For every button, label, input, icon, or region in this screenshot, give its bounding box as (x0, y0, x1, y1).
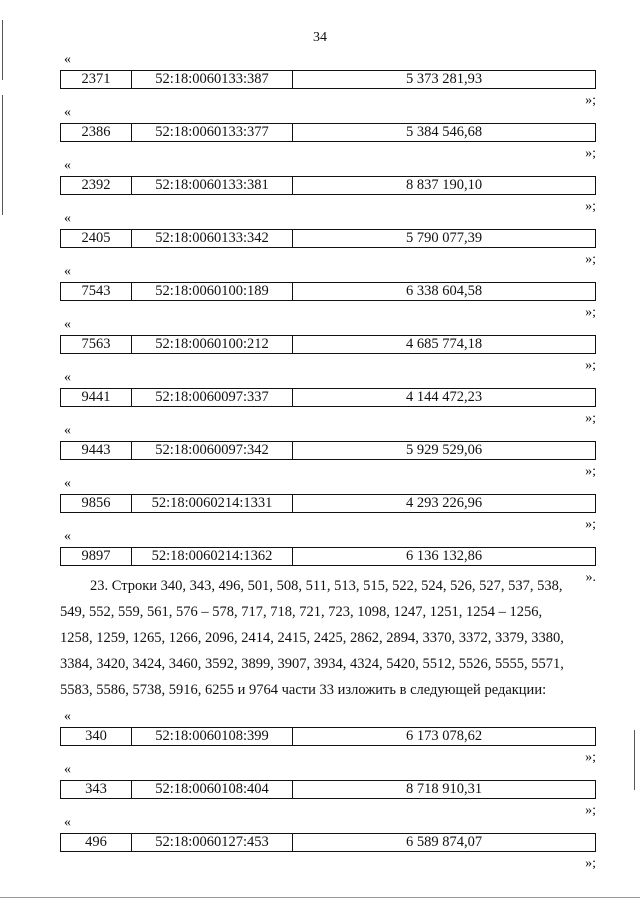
closing-quote: »; (585, 93, 596, 108)
row-number: 7543 (61, 283, 132, 300)
paragraph-line: 1258, 1259, 1265, 1266, 2096, 2414, 2415, 2425, 2862, 2894, 3370, 3372, 3379, 3380, (60, 630, 564, 646)
cadastral-number: 52:18:0060133:377 (132, 124, 293, 141)
opening-quote: « (64, 529, 71, 544)
opening-quote: « (64, 762, 71, 777)
closing-quote: »; (585, 464, 596, 479)
opening-quote: « (64, 423, 71, 438)
row-number: 340 (61, 728, 132, 745)
row-number: 9443 (61, 442, 132, 459)
page-number: 34 (313, 30, 327, 45)
table-row (60, 441, 596, 460)
table-row (60, 727, 596, 746)
cadastral-value: 6 338 604,58 (405, 283, 483, 299)
closing-quote: »; (585, 803, 596, 818)
table-row (60, 335, 596, 354)
left-margin-mark (2, 95, 3, 215)
cadastral-value: 5 929 529,06 (405, 442, 483, 458)
table-row (60, 123, 596, 142)
closing-quote: »; (585, 305, 596, 320)
cadastral-value: 4 144 472,23 (405, 389, 483, 405)
cadastral-value: 6 589 874,07 (405, 834, 483, 850)
opening-quote: « (64, 264, 71, 279)
cadastral-number: 52:18:0060214:1362 (132, 548, 293, 565)
closing-quote: »; (585, 252, 596, 267)
table-row (60, 282, 596, 301)
table-row (60, 833, 596, 852)
row-number: 2386 (61, 124, 132, 141)
opening-quote: « (64, 370, 71, 385)
cadastral-value: 6 136 132,86 (405, 548, 483, 564)
cadastral-value: 4 293 226,96 (405, 495, 483, 511)
row-number: 7563 (61, 336, 132, 353)
table-row (60, 229, 596, 248)
table-row (60, 547, 596, 566)
cadastral-value: 8 718 910,31 (405, 781, 483, 797)
opening-quote: « (64, 105, 71, 120)
cadastral-number: 52:18:0060100:189 (132, 283, 293, 300)
closing-quote: »; (585, 856, 596, 871)
row-number: 9897 (61, 548, 132, 565)
closing-quote: »; (585, 411, 596, 426)
table-row (60, 176, 596, 195)
cadastral-number: 52:18:0060097:337 (132, 389, 293, 406)
cadastral-number: 52:18:0060127:453 (132, 834, 293, 851)
closing-quote: »; (585, 146, 596, 161)
row-number: 496 (61, 834, 132, 851)
cadastral-number: 52:18:0060214:1331 (132, 495, 293, 512)
cadastral-number: 52:18:0060133:342 (132, 230, 293, 247)
cadastral-number: 52:18:0060108:404 (132, 781, 293, 798)
closing-quote: »; (585, 517, 596, 532)
row-number: 9856 (61, 495, 132, 512)
cadastral-value: 5 384 546,68 (405, 124, 483, 140)
cadastral-value: 5 790 077,39 (405, 230, 483, 246)
paragraph-line: 23. Строки 340, 343, 496, 501, 508, 511, 513, 515, 522, 524, 526, 527, 537, 538, (90, 578, 563, 594)
opening-quote: « (64, 211, 71, 226)
table-row (60, 494, 596, 513)
paragraph-line: 549, 552, 559, 561, 576 – 578, 717, 718, 721, 723, 1098, 1247, 1251, 1254 – 1256, (60, 604, 543, 620)
opening-quote: « (64, 709, 71, 724)
opening-quote: « (64, 317, 71, 332)
table-row (60, 388, 596, 407)
opening-quote: « (64, 476, 71, 491)
table-row (60, 780, 596, 799)
cadastral-value: 5 373 281,93 (405, 71, 483, 87)
opening-quote: « (64, 52, 71, 67)
paragraph-line: 3384, 3420, 3424, 3460, 3592, 3899, 3907, 3934, 4324, 5420, 5512, 5526, 5555, 5571, (60, 656, 564, 672)
cadastral-number: 52:18:0060108:399 (132, 728, 293, 745)
closing-quote: »; (585, 750, 596, 765)
cadastral-number: 52:18:0060097:342 (132, 442, 293, 459)
cadastral-number: 52:18:0060133:387 (132, 71, 293, 88)
right-margin-mark (634, 730, 635, 790)
closing-quote: »; (585, 199, 596, 214)
cadastral-value: 8 837 190,10 (405, 177, 483, 193)
row-number: 2392 (61, 177, 132, 194)
row-number: 2371 (61, 71, 132, 88)
opening-quote: « (64, 158, 71, 173)
cadastral-value: 6 173 078,62 (405, 728, 483, 744)
cadastral-number: 52:18:0060133:381 (132, 177, 293, 194)
table-row (60, 70, 596, 89)
opening-quote: « (64, 815, 71, 830)
left-margin-mark (2, 20, 3, 80)
row-number: 2405 (61, 230, 132, 247)
paragraph-line: 5583, 5586, 5738, 5916, 6255 и 9764 части 33 изложить в следующей редакции: (60, 682, 547, 698)
closing-quote: »; (585, 358, 596, 373)
bottom-edge-line (0, 897, 640, 898)
cadastral-value: 4 685 774,18 (405, 336, 483, 352)
amendment-paragraph (60, 570, 600, 703)
row-number: 9441 (61, 389, 132, 406)
row-number: 343 (61, 781, 132, 798)
cadastral-number: 52:18:0060100:212 (132, 336, 293, 353)
closing-quote: ». (585, 570, 596, 585)
